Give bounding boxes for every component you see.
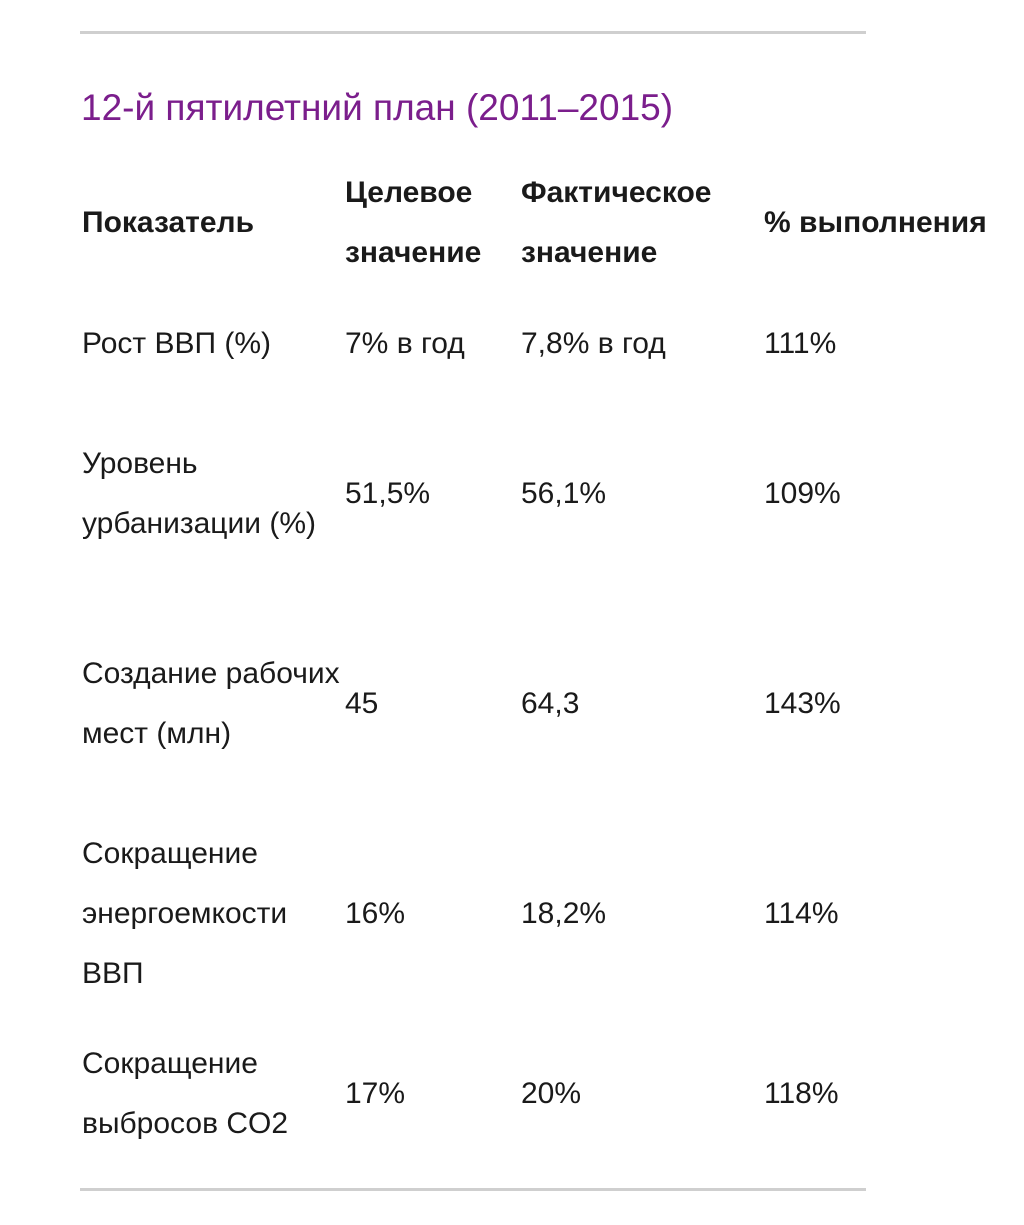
cell-indicator: Рост ВВП (%) [82, 327, 272, 360]
cell-actual: 7,8% в год [521, 327, 666, 360]
cell-percent: 118% [764, 1077, 839, 1110]
table-row [82, 614, 994, 824]
header-actual: Фактическое значение [521, 176, 712, 269]
cell-target: 45 [345, 687, 379, 720]
cell-target: 16% [345, 897, 406, 930]
top-divider [80, 31, 866, 34]
table-row [82, 404, 994, 614]
cell-indicator: Уровень урбанизации (%) [82, 447, 316, 540]
cell-percent: 114% [764, 897, 839, 930]
cell-indicator: Создание рабочих мест (млн) [82, 657, 340, 750]
plan-table [82, 162, 994, 1154]
cell-actual: 20% [521, 1077, 582, 1110]
section-title: 12-й пятилетний план (2011–2015) [81, 87, 674, 128]
cell-indicator: Сокращение энергоемкости ВВП [82, 837, 288, 990]
table-row [82, 312, 994, 404]
cell-target: 51,5% [345, 477, 431, 510]
header-percent: % выполнения [764, 206, 987, 239]
table-header-row [82, 162, 994, 312]
header-indicator: Показатель [82, 206, 255, 239]
cell-actual: 18,2% [521, 897, 607, 930]
bottom-divider [80, 1188, 866, 1191]
cell-percent: 143% [764, 687, 841, 720]
cell-actual: 64,3 [521, 687, 580, 720]
cell-percent: 109% [764, 477, 841, 510]
table-row [82, 824, 994, 1034]
cell-percent: 111% [764, 327, 837, 360]
cell-actual: 56,1% [521, 477, 607, 510]
table-row [82, 1034, 994, 1154]
cell-target: 7% в год [345, 327, 465, 360]
header-target: Целевое значение [345, 176, 482, 269]
cell-target: 17% [345, 1077, 406, 1110]
cell-indicator: Сокращение выбросов CO2 [82, 1047, 289, 1140]
